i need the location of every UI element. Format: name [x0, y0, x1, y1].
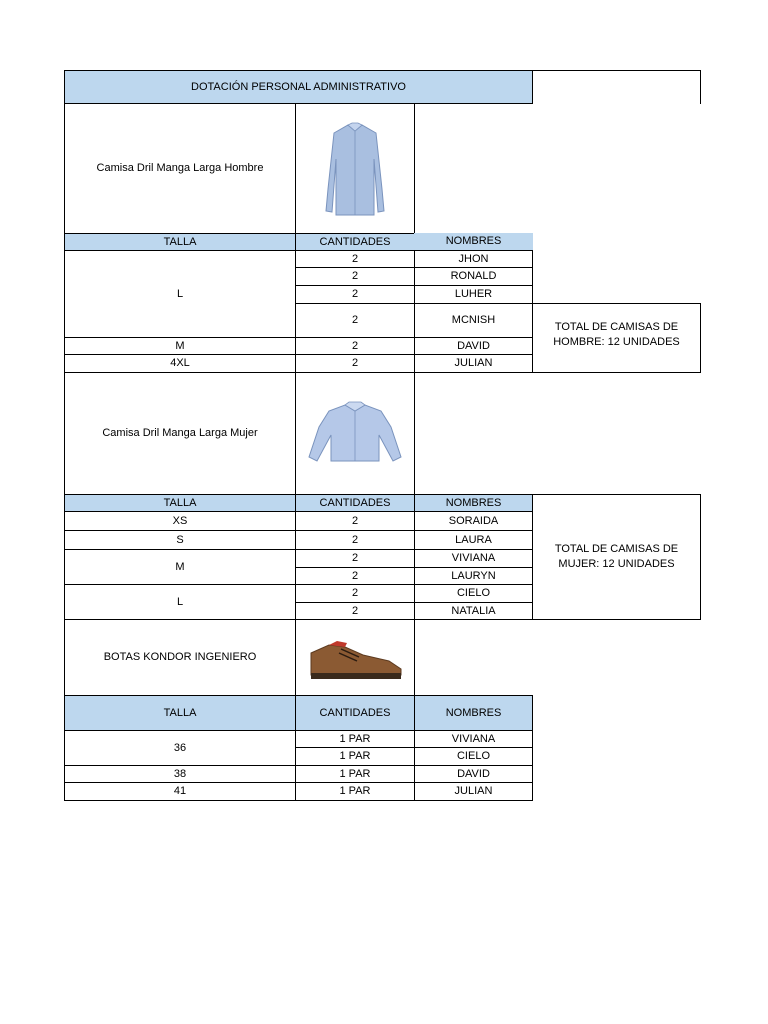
table-row-nombre: LUHER	[414, 285, 533, 304]
table-row-cantidad: 2	[295, 354, 415, 373]
table-row-cantidad: 2	[295, 584, 415, 603]
men-header-nombres: NOMBRES	[414, 233, 533, 251]
table-row-nombre: LAURYN	[414, 567, 533, 585]
table-row-cantidad: 1 PAR	[295, 747, 415, 766]
item-name-women-shirt: Camisa Dril Manga Larga Mujer	[64, 372, 296, 495]
boots-header-nombres: NOMBRES	[414, 695, 533, 731]
table-row-cantidad: 2	[295, 285, 415, 304]
item-name-boots: BOTAS KONDOR INGENIERO	[64, 619, 296, 696]
long-sleeve-shirt-women-icon	[305, 399, 405, 469]
table-row-nombre: VIVIANA	[414, 549, 533, 568]
table-row-nombre: NATALIA	[414, 602, 533, 620]
table-row-nombre: VIVIANA	[414, 730, 533, 748]
table-row-cantidad: 2	[295, 602, 415, 620]
women-talla-cell: S	[64, 530, 296, 550]
table-row-nombre: JHON	[414, 250, 533, 268]
boots-talla-cell: 36	[64, 730, 296, 766]
table-row-cantidad: 2	[295, 267, 415, 286]
table-row-nombre: CIELO	[414, 584, 533, 603]
table-row-cantidad: 2	[295, 549, 415, 568]
women-talla-cell: L	[64, 584, 296, 620]
boots-header-cantidades: CANTIDADES	[295, 695, 415, 731]
table-row-nombre: LAURA	[414, 530, 533, 550]
table-row-cantidad: 2	[295, 337, 415, 355]
boots-header-talla: TALLA	[64, 695, 296, 731]
women-shirt-image	[295, 372, 415, 495]
men-talla-cell: 4XL	[64, 354, 296, 373]
men-header-talla: TALLA	[64, 233, 296, 251]
table-row-nombre: RONALD	[414, 267, 533, 286]
table-row-cantidad: 1 PAR	[295, 782, 415, 801]
long-sleeve-shirt-men-icon	[320, 119, 390, 219]
title-side-cell	[532, 70, 701, 104]
table-row-nombre: CIELO	[414, 747, 533, 766]
table-row-nombre: MCNISH	[414, 303, 533, 338]
boots-image	[295, 619, 415, 696]
men-talla-cell: M	[64, 337, 296, 355]
table-row-cantidad: 2	[295, 303, 415, 338]
boots-talla-cell: 38	[64, 765, 296, 783]
table-row-cantidad: 2	[295, 567, 415, 585]
men-total-box: TOTAL DE CAMISAS DE HOMBRE: 12 UNIDADES	[532, 303, 701, 373]
boots-talla-cell: 41	[64, 782, 296, 801]
table-row-cantidad: 2	[295, 250, 415, 268]
table-row-nombre: SORAIDA	[414, 511, 533, 531]
item-name-men-shirt: Camisa Dril Manga Larga Hombre	[64, 103, 296, 234]
men-talla-cell: L	[64, 250, 296, 338]
women-header-cantidades: CANTIDADES	[295, 494, 415, 512]
table-row-nombre: JULIAN	[414, 782, 533, 801]
women-header-talla: TALLA	[64, 494, 296, 512]
men-shirt-image	[295, 103, 415, 234]
work-boot-icon	[305, 635, 405, 681]
table-row-cantidad: 2	[295, 530, 415, 550]
table-row-cantidad: 1 PAR	[295, 730, 415, 748]
sheet-title: DOTACIÓN PERSONAL ADMINISTRATIVO	[64, 70, 533, 104]
women-talla-cell: M	[64, 549, 296, 585]
women-talla-cell: XS	[64, 511, 296, 531]
table-row-nombre: DAVID	[414, 765, 533, 783]
women-header-nombres: NOMBRES	[414, 494, 533, 512]
table-row-nombre: JULIAN	[414, 354, 533, 373]
women-total-box: TOTAL DE CAMISAS DE MUJER: 12 UNIDADES	[532, 494, 701, 620]
table-row-cantidad: 2	[295, 511, 415, 531]
table-row-cantidad: 1 PAR	[295, 765, 415, 783]
men-header-cantidades: CANTIDADES	[295, 233, 415, 251]
table-row-nombre: DAVID	[414, 337, 533, 355]
